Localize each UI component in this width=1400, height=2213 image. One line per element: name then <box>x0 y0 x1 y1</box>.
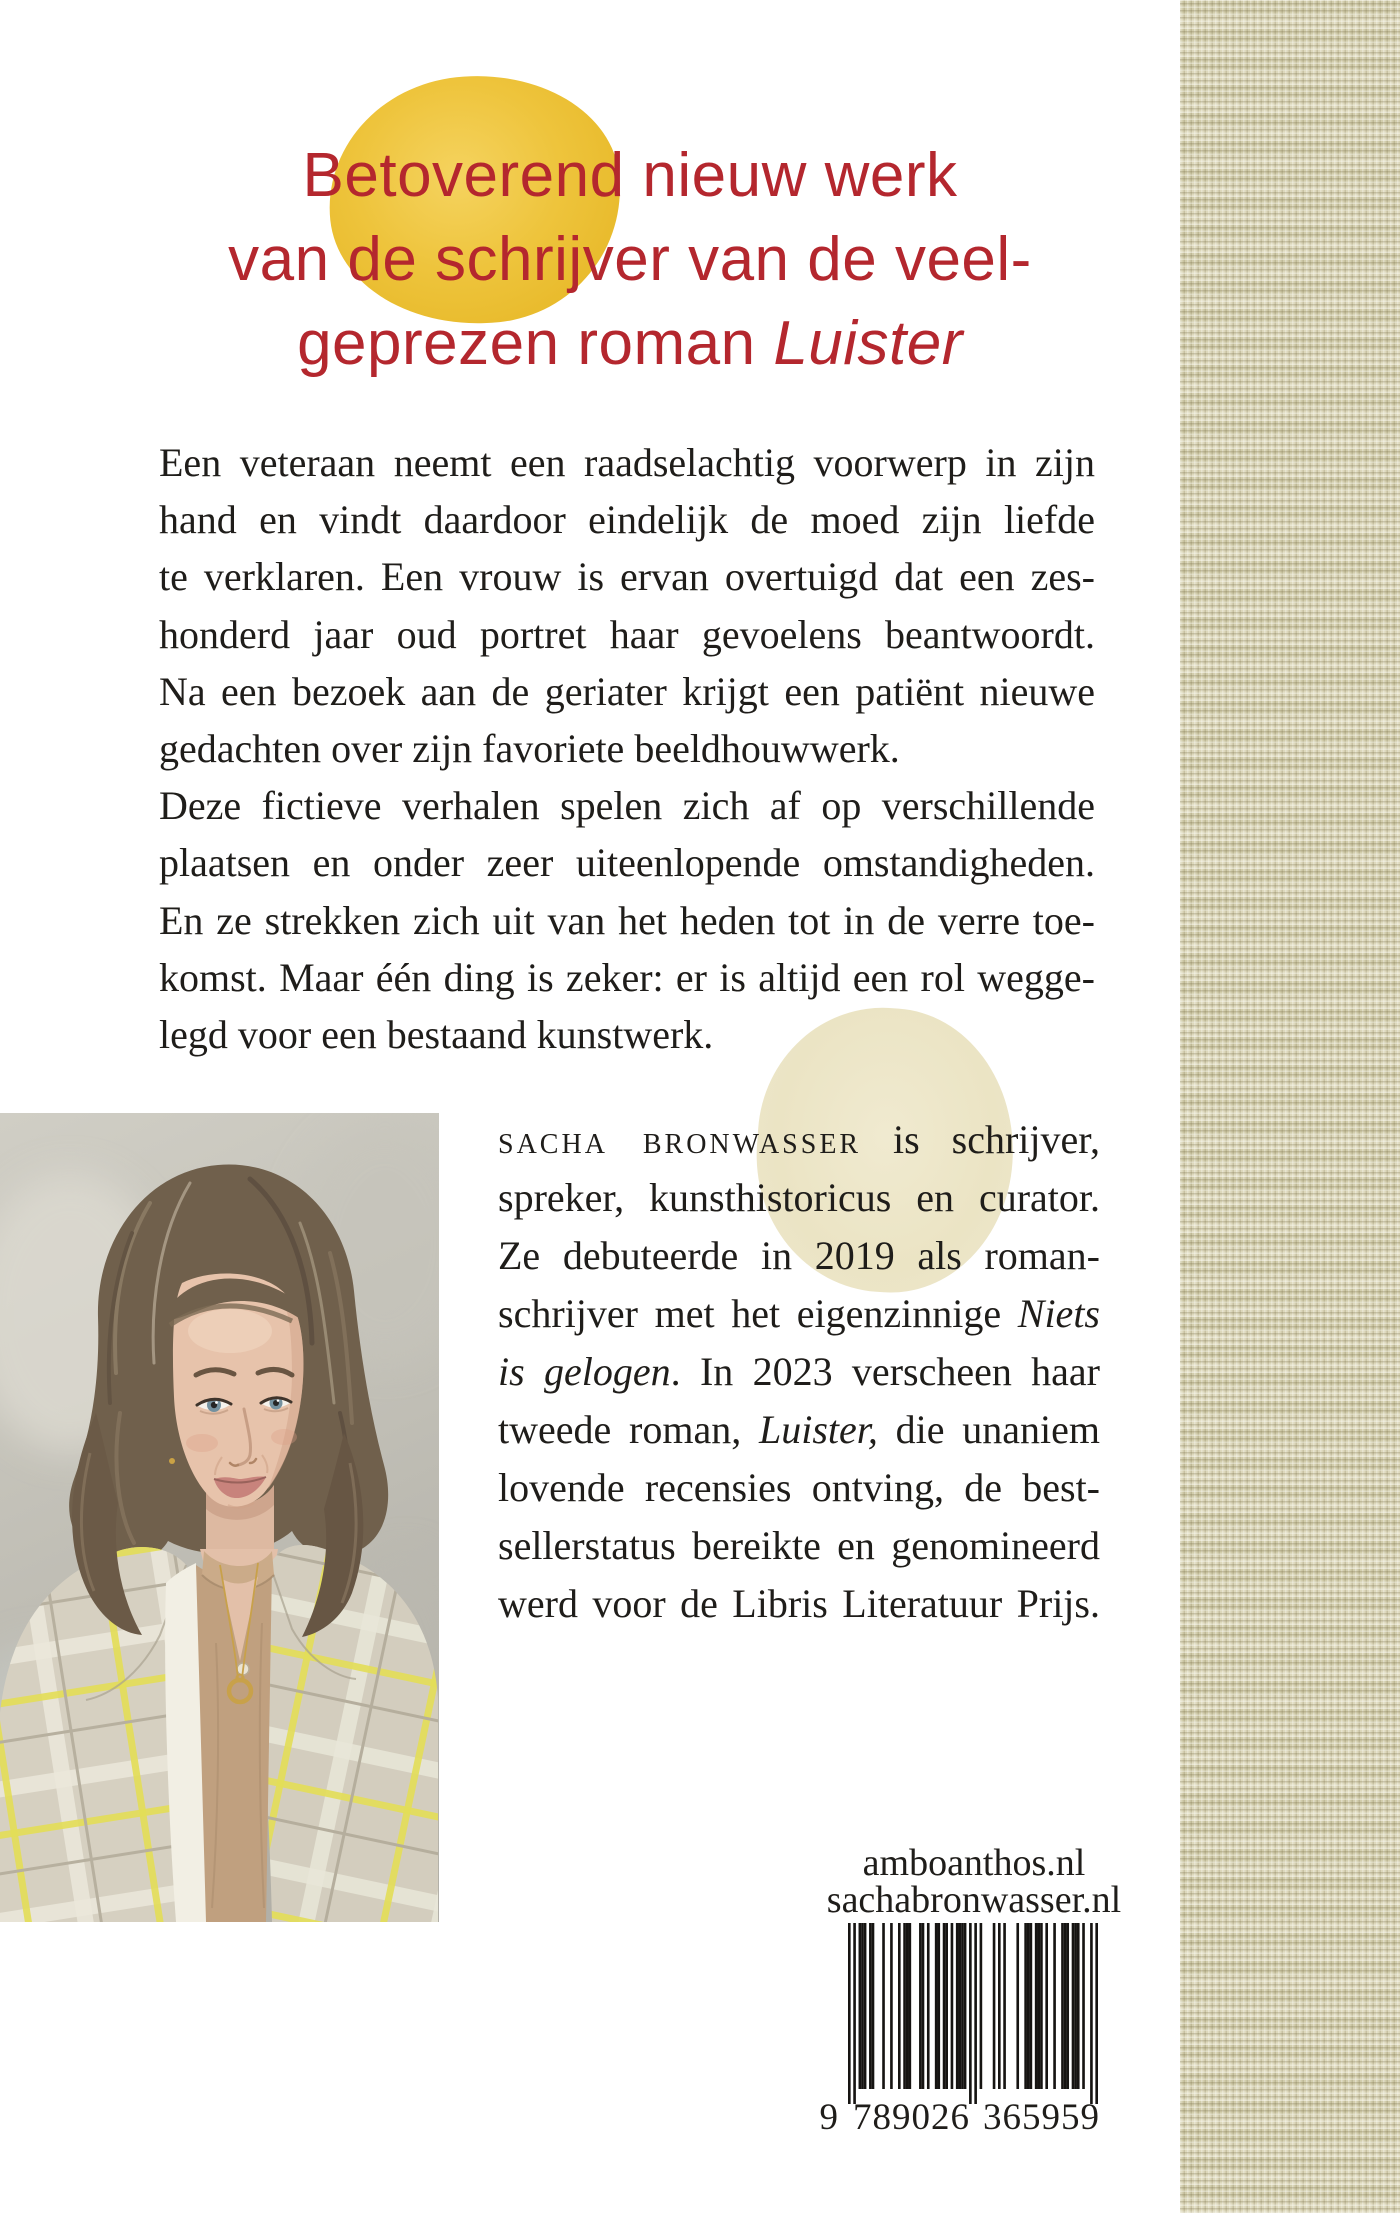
text-line: Ze debuteerde in 2019 als roman- <box>498 1233 1100 1278</box>
text-line: gedachten over zijn favoriete beeldhouwwerk. <box>159 726 900 772</box>
text-line: te verklaren. Een vrouw is ervan overtuigd dat een zes- <box>159 554 1095 600</box>
cover-tagline <box>130 134 1130 386</box>
text-line: Betoverend nieuw werk <box>302 141 958 210</box>
text-line: hand en vindt daardoor eindelijk de moed zijn liefde <box>159 497 1095 543</box>
author-photo <box>0 1113 439 1922</box>
book-blurb <box>159 434 1095 1063</box>
text-line: van de schrijver van de veel- <box>228 225 1032 294</box>
isbn-group2: 3 6 5 9 5 9 <box>983 2097 1099 2138</box>
isbn-group1: 7 8 9 0 2 6 <box>853 2097 969 2138</box>
author-portrait-illustration <box>0 1113 439 1922</box>
text-line: spreker, kunsthistoricus en curator. <box>498 1175 1100 1220</box>
text-line: En ze strekken zich uit van het heden tot in de verre toe- <box>159 897 1095 943</box>
author-url-text: sachabronwasser.nl <box>826 1879 1122 1921</box>
author-bio <box>498 1111 1100 1633</box>
book-spine-linen-texture <box>1180 0 1400 2213</box>
isbn-number <box>806 2098 1106 2142</box>
text-line: lovende recensies ontving, de best- <box>498 1465 1100 1510</box>
text-line: legd voor een bestaand kunstwerk. <box>159 1012 714 1058</box>
text-line: sacha bronwasser is schrijver, <box>498 1117 1100 1162</box>
text-line: schrijver met het eigenzinnige Niets <box>498 1291 1100 1336</box>
text-line: Na een bezoek aan de geriater krijgt een patiënt nieuwe <box>159 668 1095 714</box>
text-line: honderd jaar oud portret haar gevoelens beantwoordt. <box>159 611 1095 657</box>
text-line: Een veteraan neemt een raadselachtig voorwerp in zijn <box>159 440 1095 485</box>
text-line: plaatsen en onder zeer uiteenlopende omstandigheden. <box>159 840 1095 886</box>
isbn-barcode <box>848 1923 1098 2108</box>
text-line: Deze fictieve verhalen spelen zich af op verschillende <box>159 783 1095 829</box>
text-line: geprezen roman Luister <box>297 309 963 378</box>
text-line: werd voor de Libris Literatuur Prijs. <box>498 1581 1100 1626</box>
isbn-prefix-digit: 9 <box>819 2097 838 2138</box>
barcode-bars <box>848 1923 1098 2108</box>
text-line: komst. Maar één ding is zeker: er is altijd een rol wegge- <box>159 954 1095 1000</box>
text-line: sellerstatus bereikte en genomineerd <box>498 1523 1100 1568</box>
text-line: tweede roman, Luister, die unaniem <box>498 1407 1100 1452</box>
website-links <box>774 1842 1174 1921</box>
publisher-url-text: amboanthos.nl <box>862 1842 1086 1884</box>
text-line: is gelogen. In 2023 verscheen haar <box>498 1349 1100 1394</box>
